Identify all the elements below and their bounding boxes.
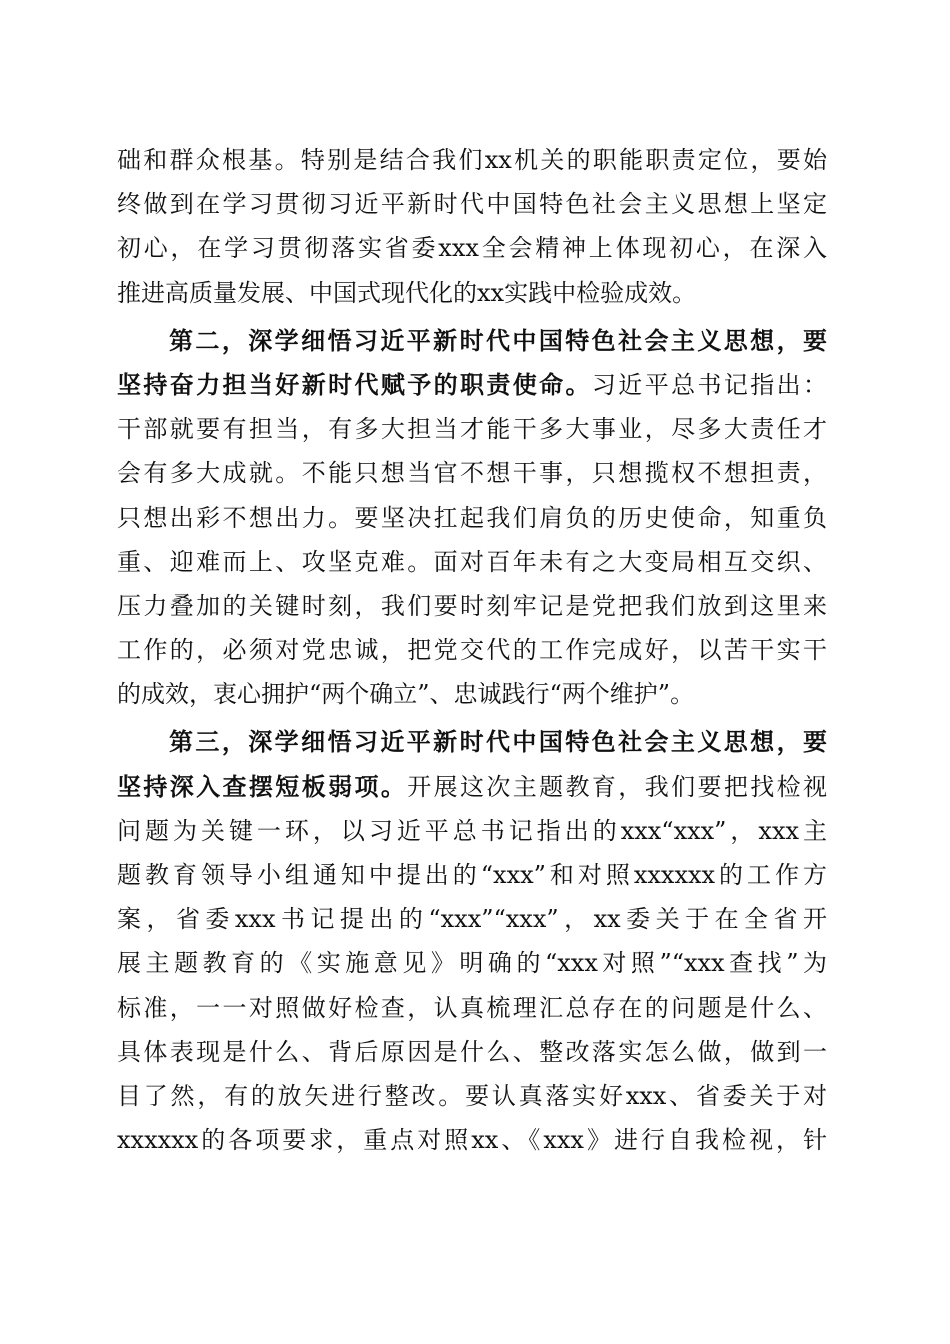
paragraph-line	[117, 941, 827, 985]
paragraph-3	[117, 720, 827, 1162]
text-run: 础和群众根基。特别是结合我们xx机关的职能职责定位，要始	[117, 146, 827, 174]
paragraph-line	[117, 319, 827, 363]
paragraph-line	[117, 1118, 827, 1162]
text-run: 压力叠加的关键时刻，我们要时刻牢记是党把我们放到这里来	[117, 591, 827, 620]
paragraph-1	[117, 138, 827, 315]
paragraph-line	[117, 407, 827, 451]
paragraph-line	[117, 451, 827, 495]
text-run: 只想出彩不想出力。要坚决扛起我们肩负的历史使命，知重负	[117, 503, 827, 532]
text-run: 干部就要有担当，有多大担当才能干多大事业，尽多大责任才	[117, 415, 827, 444]
paragraph-line	[117, 897, 827, 941]
text-run: 展主题教育的《实施意见》明确的“xxx对照”“xxx查找”为	[117, 949, 827, 978]
text-run: xxxxxx的各项要求，重点对照xx、《xxx》进行自我检视，针	[117, 1126, 827, 1155]
paragraph-line	[117, 853, 827, 897]
paragraph-line	[117, 138, 827, 182]
paragraph-line	[117, 271, 827, 315]
paragraph-2	[117, 319, 827, 717]
text-run: 重、迎难而上、攻坚克难。面对百年未有之大变局相互交织、	[117, 547, 827, 576]
text-run: 推进高质量发展、中国式现代化的xx实践中检验成效。	[117, 278, 697, 307]
paragraph-line	[117, 584, 827, 628]
paragraph-line	[117, 628, 827, 672]
text-run: 工作的，必须对党忠诚，把党交代的工作完成好，以苦干实干	[117, 636, 827, 665]
paragraph-line	[117, 1074, 827, 1118]
text-run: 初心，在学习贯彻落实省委xxx全会精神上体现初心，在深入	[117, 234, 827, 263]
paragraph-line	[117, 720, 827, 764]
heading-run: 第三，深学细悟习近平新时代中国特色社会主义思想，要	[169, 727, 827, 757]
text-run: 问题为关键一环，以习近平总书记指出的xxx“xxx”，xxx主	[117, 816, 827, 845]
text-run: 标准，一一对照做好检查，认真梳理汇总存在的问题是什么、	[117, 993, 827, 1022]
text-run: 会有多大成就。不能只想当官不想干事，只想揽权不想担责，	[117, 459, 827, 488]
text-run: 题教育领导小组通知中提出的“xxx”和对照xxxxxx的工作方	[117, 861, 827, 889]
paragraph-line	[117, 182, 827, 226]
heading-run: 第二，深学细悟习近平新时代中国特色社会主义思想，要	[169, 325, 827, 355]
body-text	[117, 138, 827, 1162]
paragraph-line	[117, 672, 827, 716]
text-run: 终做到在学习贯彻习近平新时代中国特色社会主义思想上坚定	[117, 190, 827, 219]
text-run: 的成效，衷心拥护“两个确立”、忠诚践行“两个维护”。	[117, 680, 695, 709]
text-run: 具体表现是什么、背后原因是什么、整改落实怎么做，做到一	[117, 1037, 827, 1066]
paragraph-line	[117, 496, 827, 540]
heading-run: 坚持奋力担当好新时代赋予的职责使命。	[117, 369, 592, 399]
paragraph-line	[117, 226, 827, 270]
text-run: 目了然，有的放矢进行整改。要认真落实好xxx、省委关于对	[117, 1081, 827, 1110]
heading-run: 坚持深入查摆短板弱项。	[117, 771, 408, 801]
text-run: 案，省委xxx书记提出的“xxx”“xxx”，xx委关于在全省开	[117, 905, 827, 934]
paragraph-line	[117, 540, 827, 584]
paragraph-line	[117, 363, 827, 407]
paragraph-line	[117, 986, 827, 1030]
text-run: 习近平总书记指出：	[591, 370, 827, 399]
paragraph-line	[117, 765, 827, 809]
text-run: 开展这次主题教育，我们要把找检视	[407, 772, 828, 801]
paragraph-line	[117, 1030, 827, 1074]
paragraph-line	[117, 809, 827, 853]
